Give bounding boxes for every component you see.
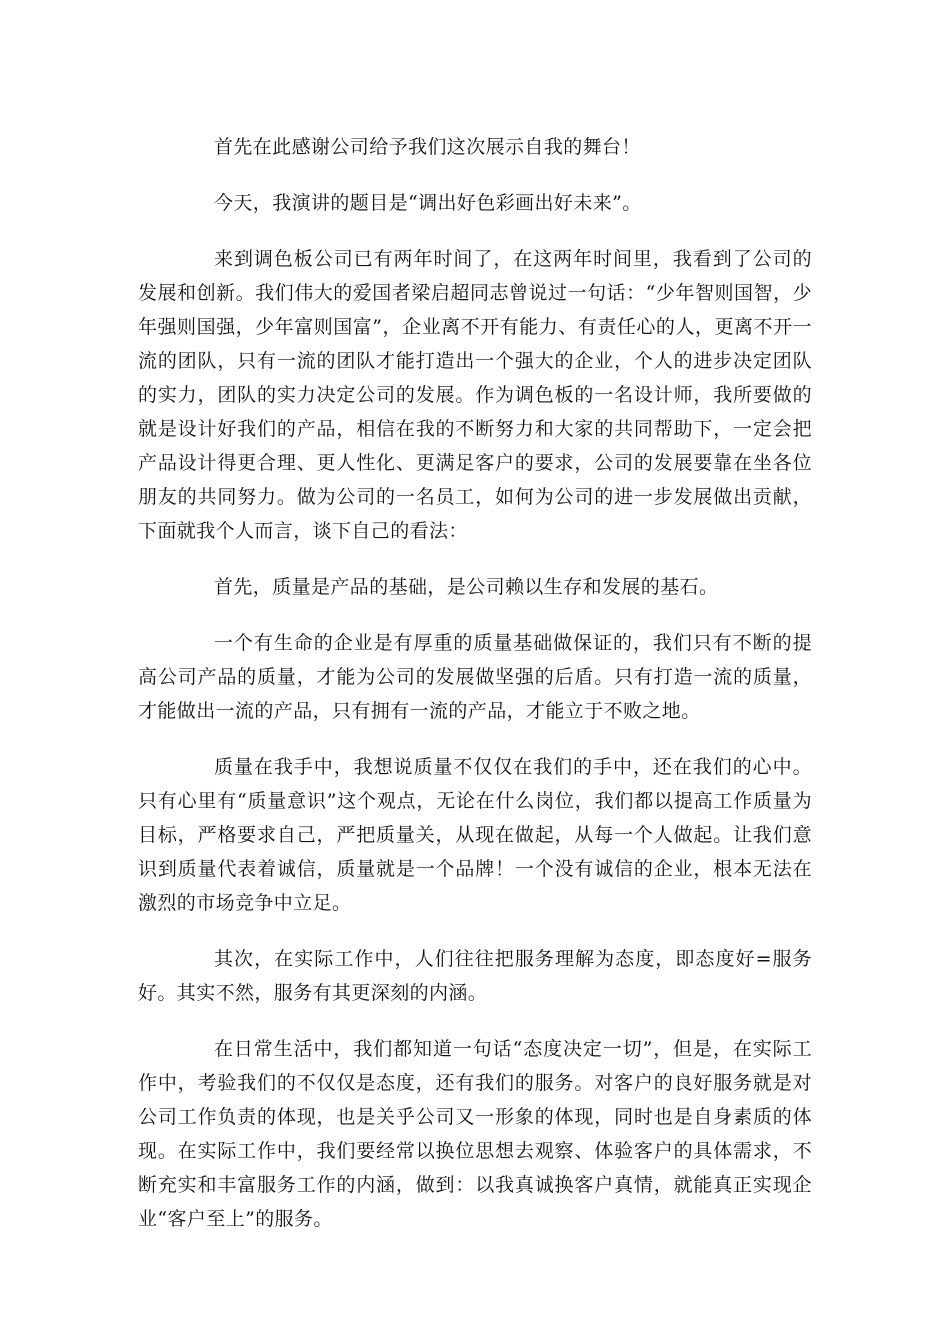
document-body <box>138 130 812 1258</box>
paragraph-quality-foundation: 一个有生命的企业是有厚重的质量基础做保证的，我们只有不断的提高公司产品的质量，才能为公司的发展做坚强的后盾。只有打造一流的质量，才能做出一流的产品，只有拥有一流的产品，才能立于不败之地。 <box>138 632 812 722</box>
paragraph-speech-title: 今天，我演讲的题目是“调出好色彩画出好未来”。 <box>214 192 642 214</box>
paragraph-opening-thanks: 首先在此感谢公司给予我们这次展示自我的舞台！ <box>214 136 641 158</box>
paragraph-service-heading: 其次，在实际工作中，人们往往把服务理解为态度，即态度好=服务好。其实不然，服务有其更深刻的内涵。 <box>138 948 812 1004</box>
paragraph-quality-awareness: 质量在我手中，我想说质量不仅仅在我们的手中，还在我们的心中。只有心里有“质量意识”这个观点，无论在什么岗位，我们都以提高工作质量为目标，严格要求自己，严把质量关，从现在做起，从每一个人做起。让我们意识到质量代表着诚信，质量就是一个品牌！一个没有诚信的企业，根本无法在激烈的市场竞争中立足。 <box>138 756 812 914</box>
paragraph-service-detail: 在日常生活中，我们都知道一句话“态度决定一切”，但是，在实际工作中，考验我们的不仅仅是态度，还有我们的服务。对客户的良好服务就是对公司工作负责的体现，也是关乎公司又一形象的体现，同时也是自身素质的体现。在实际工作中，我们要经常以换位思想去观察、体验客户的具体需求，不断充实和丰富服务工作的内涵，做到：以我真诚换客户真情，就能真正实现企业“客户至上”的服务。 <box>138 1038 812 1230</box>
paragraph-introduction: 来到调色板公司已有两年时间了，在这两年时间里，我看到了公司的发展和创新。我们伟大的爱国者梁启超同志曾说过一句话：“少年智则国智，少年强则国强，少年富则国富”，企业离不开有能力、有责任心的人，更离不开一流的团队，只有一流的团队才能打造出一个强大的企业，个人的进步决定团队的实力，团队的实力决定公司的发展。作为调色板的一名设计师，我所要做的就是设计好我们的产品，相信在我的不断努力和大家的共同帮助下，一定会把产品设计得更合理、更人性化、更满足客户的要求，公司的发展要靠在坐各位朋友的共同努力。做为公司的一名员工，如何为公司的进一步发展做出贡献，下面就我个人而言，谈下自己的看法： <box>138 248 812 542</box>
paragraph-quality-heading: 首先，质量是产品的基础，是公司赖以生存和发展的基石。 <box>214 576 719 598</box>
